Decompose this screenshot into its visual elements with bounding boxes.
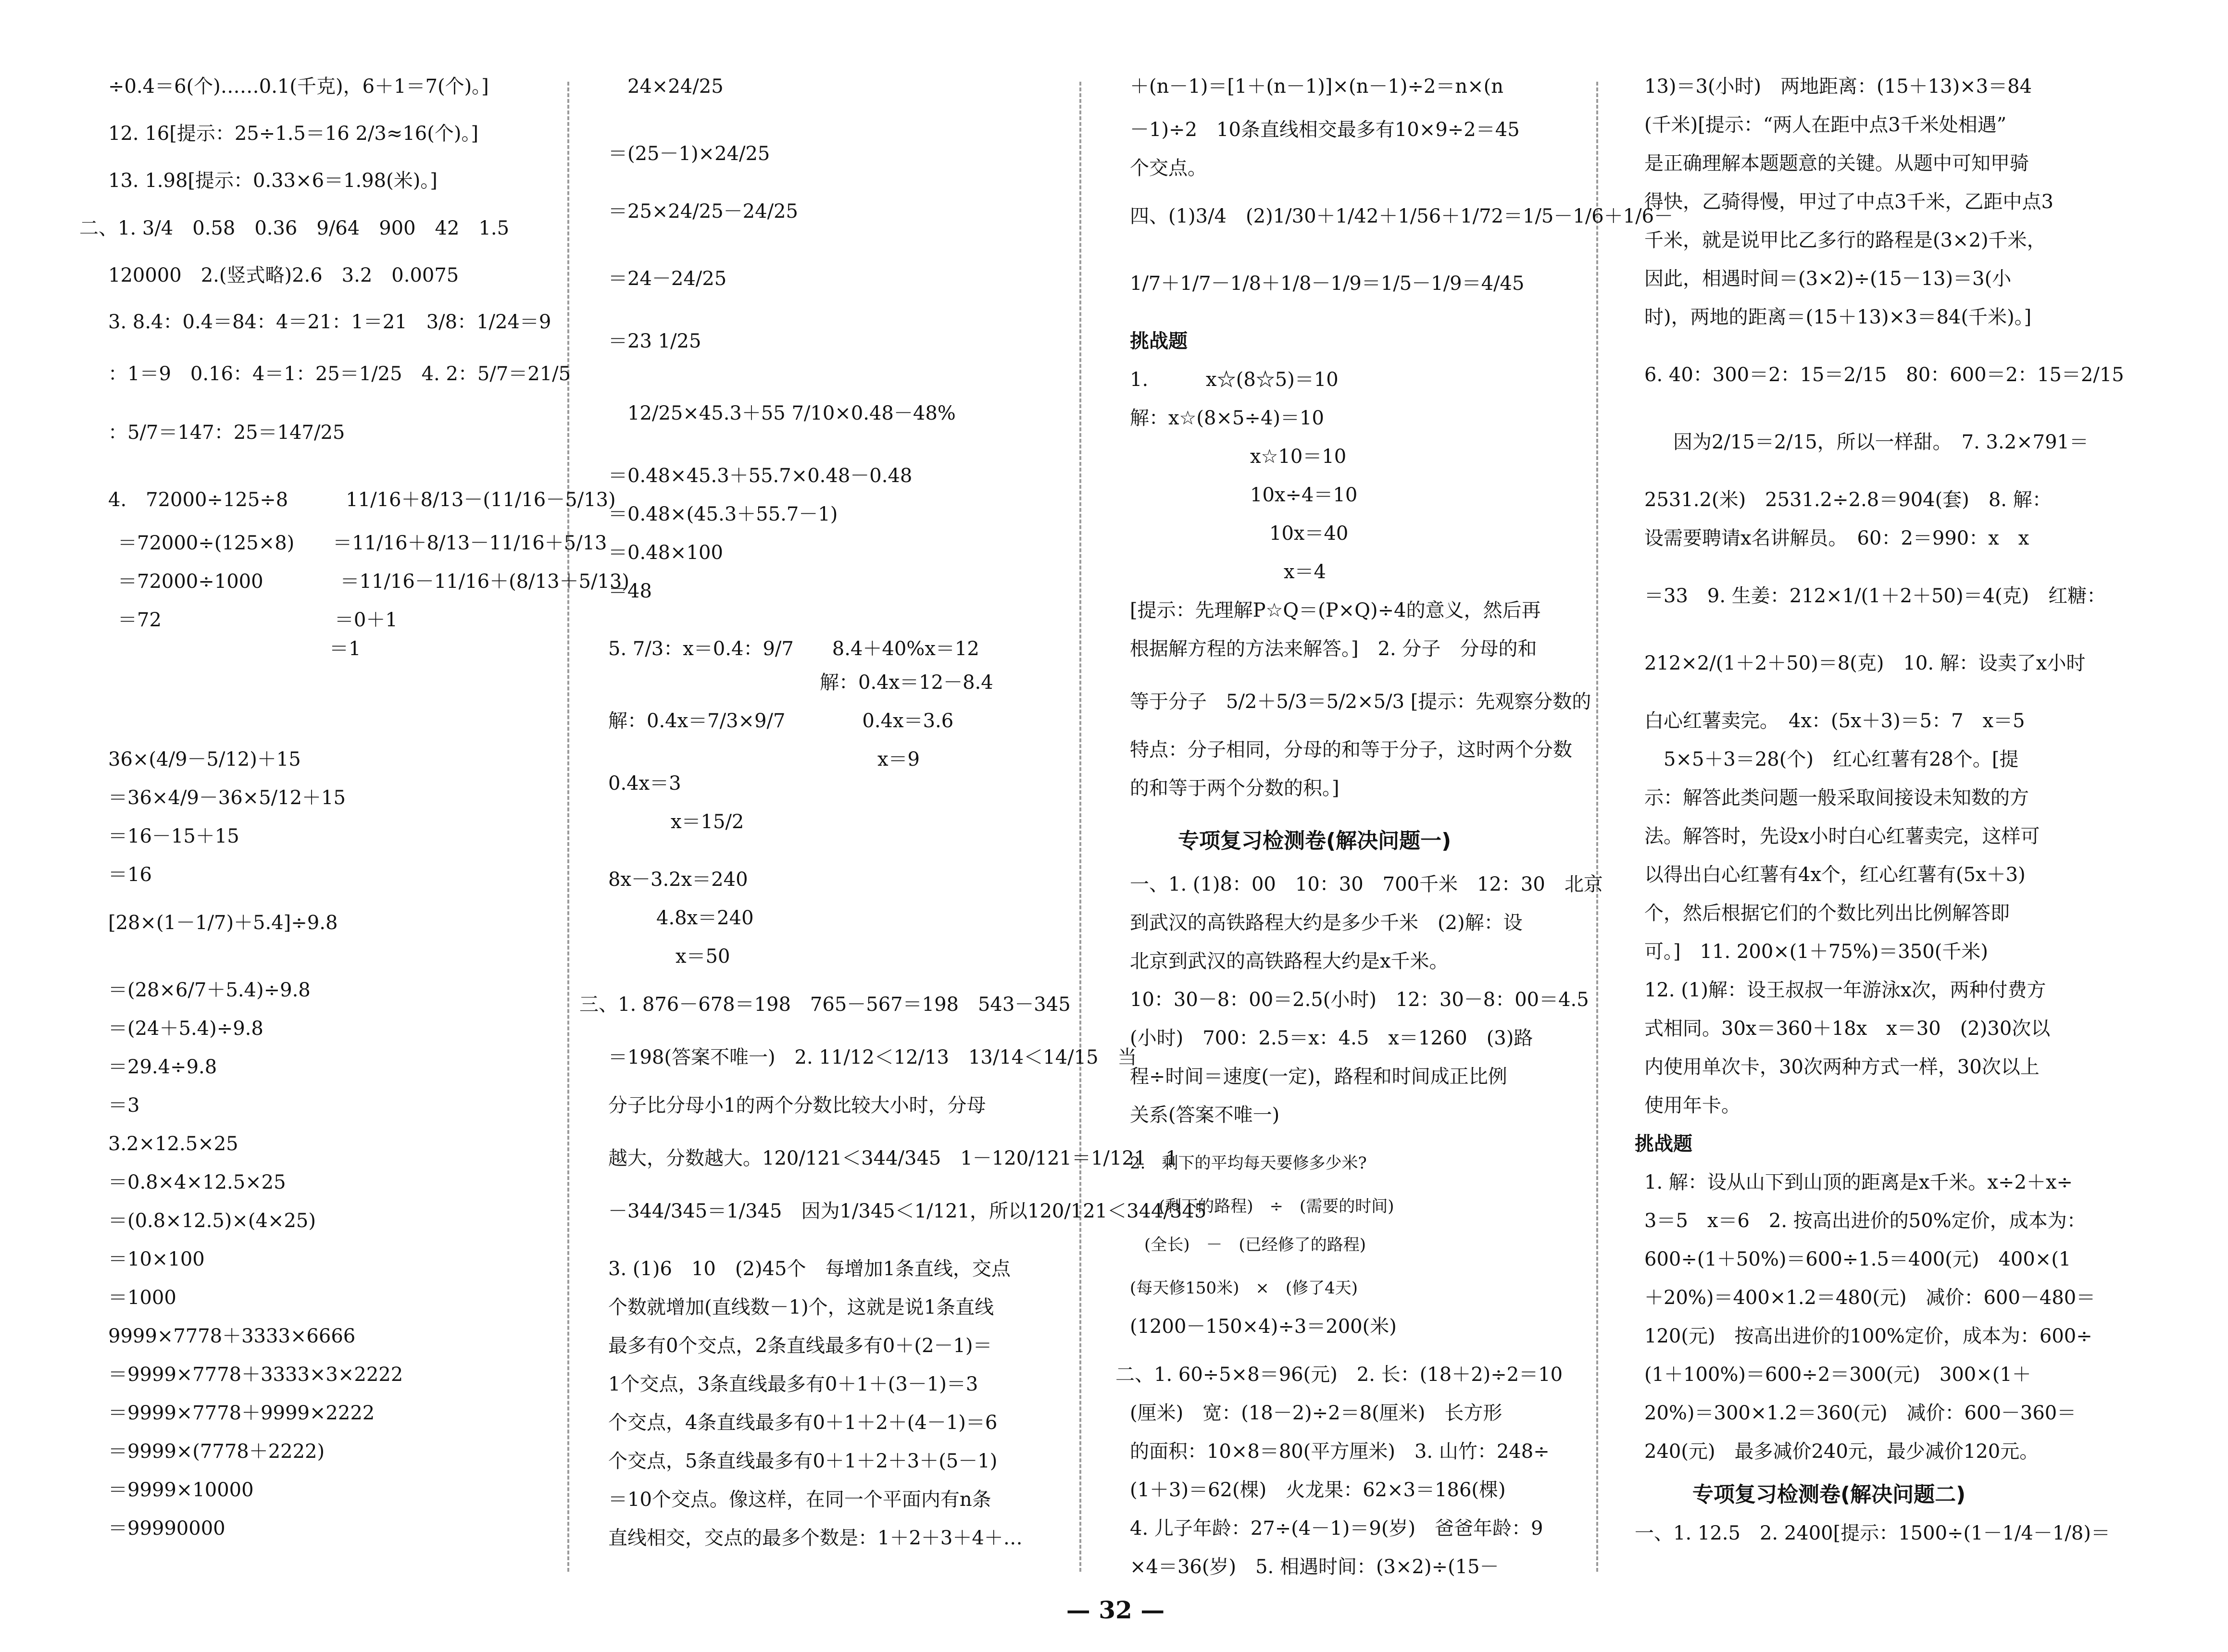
answer-line: 分子比分母小1的两个分数比较大小时，分母 [608, 1094, 986, 1117]
answer-line: 1. 解：设从山下到山顶的距离是x千米。x÷2＋x÷ [1644, 1171, 2073, 1193]
answer-line: 13)＝3(小时) 两地距离：(15＋13)×3＝84 [1644, 75, 2032, 98]
answer-line: (千米)[提示：“两人在距中点3千米处相遇” [1644, 114, 2007, 136]
answer-line: 10x÷4＝10 [1250, 484, 1358, 506]
column-divider [1596, 82, 1598, 1572]
page-number: — 32 — [1066, 1596, 1165, 1624]
answer-line: ＝(28×6/7＋5.4)÷9.8 [108, 979, 311, 1001]
answer-line: ＝10×100 [108, 1248, 205, 1270]
answer-line: 三、1. 876－678＝198 765－567＝198 543－345 [579, 994, 1071, 1016]
answer-line: 式相同。30x＝360＋18x x＝30 (2)30次以 [1644, 1018, 2051, 1040]
answer-line: 专项复习检测卷(解决问题一) [1178, 829, 1452, 853]
answer-line: 个交点，4条直线最多有0＋1＋2＋(4－1)＝6 [608, 1412, 998, 1434]
answer-line: ＝16－15＋15 [108, 825, 239, 847]
answer-line: ＝0.48×100 [608, 542, 723, 564]
answer-line: ＝10个交点。像这样，在同一个平面内有n条 [608, 1489, 991, 1511]
answer-line: 一、1. 12.5 2. 2400[提示：1500÷(1－1/4－1/8)＝ [1635, 1522, 2110, 1544]
answer-line: (1＋100%)＝600÷2＝300(元) 300×(1＋ [1644, 1364, 2031, 1386]
answer-line: 120(元) 按高出进价的100%定价，成本为：600÷ [1644, 1325, 2092, 1347]
answer-line: 2531.2(米) 2531.2÷2.8＝904(套) 8. 解： [1644, 489, 2052, 511]
answer-line: [提示：先理解P☆Q＝(P×Q)÷4的意义，然后再 [1130, 599, 1541, 621]
answer-line: 根据解方程的方法来解答。] 2. 分子 分母的和 [1130, 638, 1537, 660]
answer-line: 个交点，5条直线最多有0＋1＋2＋3＋(5－1) [608, 1450, 998, 1472]
answer-line: 1. x☆(8☆5)＝10 [1130, 369, 1339, 391]
answer-line: ＝72000÷(125×8) ＝11/16＋8/13－11/16＋5/13 [118, 532, 607, 554]
answer-line: ＝9999×10000 [108, 1479, 254, 1501]
answer-line: 到武汉的高铁路程大约是多少千米 (2)解：设 [1130, 912, 1523, 934]
answer-line: 可。] 11. 200×(1＋75%)＝350(千米) [1644, 941, 1988, 963]
answer-line: x＝50 [676, 945, 730, 968]
answer-line: 600÷(1＋50%)＝600÷1.5＝400(元) 400×(1 [1644, 1248, 2071, 1270]
answer-line: 12. 16[提示：25÷1.5＝16 2/3≈16(个)。] [108, 123, 479, 145]
answer-line: 13. 1.98[提示：0.33×6＝1.98(米)。] [108, 170, 438, 192]
answer-line: 212×2/(1＋2＋50)＝8(克) 10. 解：设卖了x小时 [1644, 652, 2086, 674]
answer-line: ＝33 9. 生姜：212×1/(1＋2＋50)＝4(克) 红糖： [1644, 585, 2106, 607]
answer-line: 最多有0个交点，2条直线最多有0＋(2－1)＝ [608, 1335, 992, 1357]
answer-line: 四、(1)3/4 (2)1/30＋1/42＋1/56＋1/72＝1/5－1/6＋1/6－ [1130, 205, 1674, 227]
answer-line: 120000 2.(竖式略)2.6 3.2 0.0075 [108, 264, 459, 286]
answer-line: 的面积：10×8＝80(平方厘米) 3. 山竹：248÷ [1130, 1441, 1550, 1463]
answer-line: 程÷时间＝速度(一定)，路程和时间成正比例 [1130, 1066, 1507, 1088]
answer-line: ＝48 [608, 580, 652, 602]
answer-line: 解：0.4x＝12－8.4 [608, 671, 993, 694]
answer-line: 10x＝40 [1269, 522, 1349, 545]
answer-line: ＝36×4/9－36×5/12＋15 [108, 787, 346, 809]
answer-line: ＋20%)＝400×1.2＝480(元) 减价：600－480＝ [1644, 1287, 2096, 1309]
answer-line: 得快，乙骑得慢，甲过了中点3千米，乙距中点3 [1644, 191, 2053, 213]
answer-line: 关系(答案不唯一) [1130, 1104, 1280, 1126]
answer-line: 专项复习检测卷(解决问题二) [1692, 1482, 1966, 1507]
answer-line: 个，然后根据它们的个数比列出比例解答即 [1644, 902, 2010, 924]
answer-line: 3＝5 x＝6 2. 按高出进价的50%定价，成本为： [1644, 1210, 2086, 1232]
answer-line: 0.4x＝3 [608, 772, 681, 795]
answer-line: 设需要聘请x名讲解员。 60：2＝990：x x [1644, 527, 2029, 549]
answer-line: ＝1 [118, 638, 361, 660]
answer-line: 5×5＋3＝28(个) 红心红薯有28个。[提 [1664, 748, 2019, 770]
answer-line: 12. (1)解：设王叔叔一年游泳x次，两种付费方 [1644, 979, 2046, 1001]
answer-line: ＋(n－1)＝[1＋(n－1)]×(n－1)÷2＝n×(n [1130, 75, 1504, 98]
answer-line: 特点：分子相同，分母的和等于分子，这时两个分数 [1130, 739, 1572, 761]
answer-line: 24×24/25 [627, 75, 724, 98]
answer-line: [28×(1－1/7)＋5.4]÷9.8 [108, 912, 338, 934]
answer-line: 因为2/15＝2/15，所以一样甜。 7. 3.2×791＝ [1673, 431, 2089, 453]
answer-line: 内使用单次卡，30次两种方式一样，30次以上 [1644, 1056, 2040, 1078]
answer-line: 解：x☆(8×5÷4)＝10 [1130, 407, 1324, 429]
answer-line: ＝9999×(7778＋2222) [108, 1441, 325, 1463]
answer-line: ＝24－24/25 [608, 268, 727, 290]
answer-line: 直线相交，交点的最多个数是：1＋2＋3＋4＋… [608, 1527, 1023, 1549]
answer-line: 36×(4/9－5/12)＋15 [108, 748, 301, 770]
answer-line: x☆10＝10 [1250, 446, 1347, 468]
answer-line: 的和等于两个分数的积。] [1130, 777, 1339, 799]
answer-line: 使用年卡。 [1644, 1094, 1740, 1117]
answer-line: 时)，两地的距离＝(15＋13)×3＝84(千米)。] [1644, 306, 2032, 328]
answer-line: (剩下的路程) ÷ (需要的时间) [1159, 1197, 1394, 1216]
answer-line: 因此，相遇时间＝(3×2)÷(15－13)＝3(小 [1644, 268, 2012, 290]
answer-line: 等于分子 5/2＋5/3＝5/2×5/3 [提示：先观察分数的 [1130, 691, 1591, 713]
answer-line: 越大，分数越大。120/121＜344/345 1－120/121＝1/121 1 [608, 1147, 1178, 1169]
answer-line: (1200－150×4)÷3＝200(米) [1130, 1316, 1397, 1338]
answer-line: ＝29.4÷9.8 [108, 1056, 217, 1078]
answer-line: 5. 7/3：x＝0.4：9/7 8.4＋40%x＝12 [608, 638, 979, 660]
answer-line: (每天修150米) × (修了4天) [1130, 1279, 1358, 1298]
answer-line: ＝99990000 [108, 1517, 225, 1540]
answer-line: 240(元) 最多减价240元，最少减价120元。 [1644, 1441, 2039, 1463]
answer-line: 10：30－8：00＝2.5(小时) 12：30－8：00＝4.5 [1130, 989, 1589, 1011]
answer-line: 4. 72000÷125÷8 11/16＋8/13－(11/16－5/13) [108, 489, 616, 511]
answer-line: ＝25×24/25－24/25 [608, 200, 798, 223]
answer-line: ：1＝9 0.16：4＝1：25＝1/25 4. 2：5/7＝21/5 [108, 363, 571, 385]
answer-line: 挑战题 [1635, 1133, 1692, 1155]
answer-line: ＝(24＋5.4)÷9.8 [108, 1018, 263, 1040]
answer-line: 3. (1)6 10 (2)45个 每增加1条直线，交点 [608, 1258, 1011, 1280]
answer-line: －1)÷2 10条直线相交最多有10×9÷2＝45 [1130, 119, 1520, 141]
answer-line: ＝9999×7778＋3333×3×2222 [108, 1364, 403, 1386]
answer-line: 挑战题 [1130, 330, 1188, 352]
column-divider [567, 82, 569, 1572]
answer-line: 二、1. 3/4 0.58 0.36 9/64 900 42 1.5 [79, 217, 510, 239]
answer-line: 解：0.4x＝7/3×9/7 0.4x＝3.6 [608, 710, 954, 732]
answer-line: 6. 40：300＝2：15＝2/15 80：600＝2：15＝2/15 [1644, 364, 2124, 386]
answer-line: ＝0.48×(45.3＋55.7－1) [608, 503, 838, 525]
answer-line: 个交点。 [1130, 157, 1207, 179]
answer-line: 一、1. (1)8：00 10：30 700千米 12：30 北京 [1130, 873, 1603, 895]
answer-line: ＝(0.8×12.5)×(4×25) [108, 1210, 316, 1232]
answer-line: ÷0.4＝6(个)……0.1(千克)，6＋1＝7(个)。] [108, 75, 489, 98]
answer-line: 法。解答时，先设x小时白心红薯卖完，这样可 [1644, 825, 2040, 847]
answer-line: ＝0.48×45.3＋55.7×0.48－0.48 [608, 465, 913, 487]
answer-line: ＝72000÷1000 ＝11/16－11/16＋(8/13＋5/13) [118, 571, 629, 593]
answer-line: 3.2×12.5×25 [108, 1133, 238, 1155]
answer-line: 以得出白心红薯有4x个，红心红薯有(5x＋3) [1644, 864, 2026, 886]
answer-line: 二、1. 60÷5×8＝96(元) 2. 长：(18＋2)÷2＝10 [1115, 1364, 1563, 1386]
answer-line: (全长) － (已经修了的路程) [1144, 1235, 1366, 1255]
answer-line: (1＋3)＝62(棵) 火龙果：62×3＝186(棵) [1130, 1479, 1506, 1501]
answer-line: ＝72 ＝0＋1 [118, 609, 398, 631]
answer-line: ＝23 1/25 [608, 330, 701, 352]
answer-line: ＝(25－1)×24/25 [608, 143, 770, 165]
answer-line: ＝1000 [108, 1287, 176, 1309]
answer-line: 北京到武汉的高铁路程大约是x千米。 [1130, 950, 1449, 972]
answer-line: －344/345＝1/345 因为1/345＜1/121，所以120/121＜344/345 [608, 1200, 1207, 1222]
answer-line: 1个交点，3条直线最多有0＋1＋(3－1)＝3 [608, 1373, 978, 1395]
answer-line: 千米，就是说甲比乙多行的路程是(3×2)千米， [1644, 229, 2046, 251]
answer-line: (厘米) 宽：(18－2)÷2＝8(厘米) 长方形 [1130, 1402, 1502, 1424]
answer-line: ×4＝36(岁) 5. 相遇时间：(3×2)÷(15－ [1130, 1556, 1499, 1578]
answer-line: 4. 儿子年龄：27÷(4－1)＝9(岁) 爸爸年龄：9 [1130, 1517, 1543, 1540]
answer-line: ＝16 [108, 864, 152, 886]
answer-line: ＝3 [108, 1094, 140, 1117]
answer-line: 1/7＋1/7－1/8＋1/8－1/9＝1/5－1/9＝4/45 [1130, 273, 1525, 295]
answer-line: ：5/7＝147：25＝147/25 [108, 422, 345, 444]
answer-line: 8x－3.2x＝240 [608, 869, 748, 891]
answer-line: 20%)＝300×1.2＝360(元) 减价：600－360＝ [1644, 1402, 2077, 1424]
answer-line: 12/25×45.3＋55 7/10×0.48－48% [627, 402, 956, 424]
answer-line: ＝0.8×4×12.5×25 [108, 1171, 286, 1193]
answer-line: (小时) 700：2.5＝x：4.5 x＝1260 (3)路 [1130, 1027, 1533, 1049]
answer-line: 示：解答此类问题一般采取间接设未知数的方 [1644, 787, 2029, 809]
answer-line: 2. 剩下的平均每天要修多少米? [1130, 1154, 1367, 1173]
answer-line: ＝9999×7778＋9999×2222 [108, 1402, 375, 1424]
answer-line: x＝9 [608, 748, 920, 770]
answer-line: ＝198(答案不唯一) 2. 11/12＜12/13 13/14＜14/15 当 [608, 1046, 1137, 1068]
answer-line: x＝15/2 [671, 811, 744, 833]
column-divider [1079, 82, 1081, 1572]
answer-line: 3. 8.4：0.4＝84：4＝21：1＝21 3/8：1/24＝9 [108, 311, 551, 333]
answer-line: x＝4 [1284, 561, 1327, 583]
answer-line: 9999×7778＋3333×6666 [108, 1325, 356, 1347]
answer-line: 4.8x＝240 [656, 907, 754, 929]
answer-line: 个数就增加(直线数－1)个，这就是说1条直线 [608, 1296, 994, 1318]
answer-line: 是正确理解本题题意的关键。从题中可知甲骑 [1644, 152, 2029, 174]
answer-line: 白心红薯卖完。 4x：(5x＋3)＝5：7 x＝5 [1644, 710, 2025, 732]
